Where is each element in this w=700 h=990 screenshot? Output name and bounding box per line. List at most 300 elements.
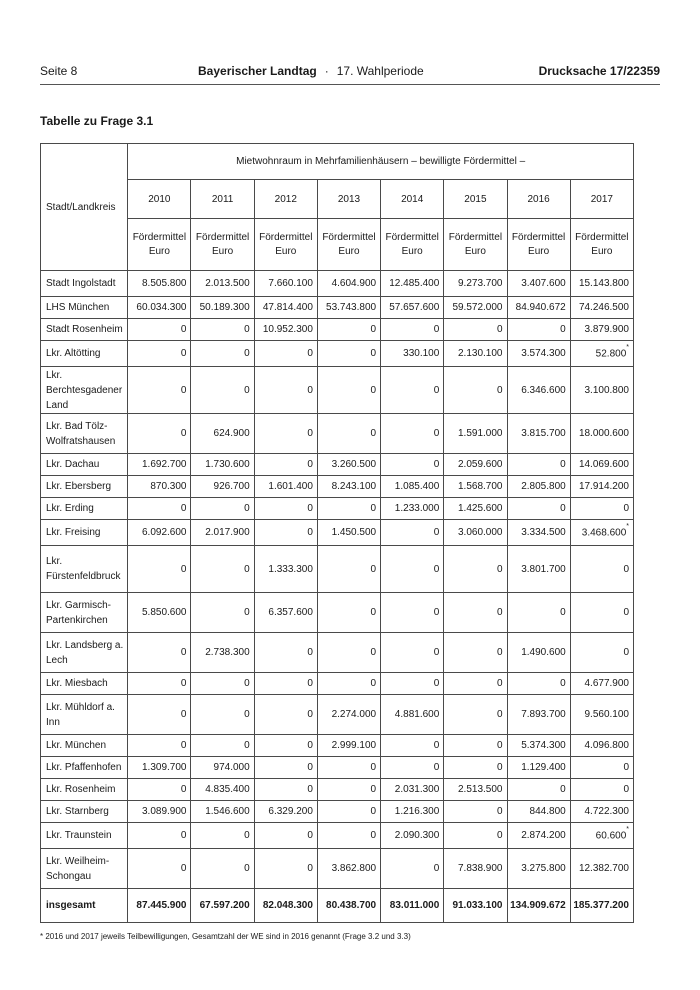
funding-value	[254, 546, 317, 593]
funding-amount: 0	[370, 503, 377, 514]
funding-value	[317, 695, 380, 735]
funding-value	[381, 414, 444, 454]
funding-value	[317, 319, 380, 341]
funding-amount: 0	[370, 762, 377, 773]
funding-value	[507, 757, 570, 779]
funding-value	[191, 520, 254, 546]
funding-amount: 3.100.800	[584, 384, 629, 396]
funding-value	[507, 454, 570, 476]
funding-amount: 1.233.000	[394, 503, 440, 514]
funding-amount: 0	[180, 428, 187, 439]
funding-amount: 5.850.600	[141, 607, 187, 618]
funding-amount: 0	[370, 647, 377, 658]
total-value: 82.048.300	[254, 889, 317, 923]
funding-value	[317, 779, 380, 801]
funding-amount: 0	[433, 428, 440, 439]
funding-amount: 3.574.300	[521, 348, 566, 359]
year-header: 2013	[317, 180, 380, 219]
unit-header	[381, 219, 444, 271]
funding-amount: 0	[180, 647, 187, 658]
funding-amount: 0	[244, 740, 250, 751]
funding-amount: 0	[307, 762, 313, 773]
unit-currency: Euro	[275, 245, 297, 257]
funding-amount: 0	[560, 678, 566, 689]
funding-amount: 0	[560, 324, 566, 335]
funding-amount: 1.490.600	[521, 647, 566, 658]
funding-amount: 0	[560, 784, 566, 795]
funding-value	[507, 476, 570, 498]
funding-value	[381, 297, 444, 319]
funding-value	[191, 633, 254, 673]
funding-amount: 2.999.100	[331, 740, 377, 751]
total-value: 67.597.200	[191, 889, 254, 923]
funding-amount: 6.357.600	[268, 607, 313, 618]
funding-value	[381, 801, 444, 823]
unit-currency: Euro	[591, 245, 613, 257]
funding-value	[254, 695, 317, 735]
funding-value	[191, 319, 254, 341]
funding-value	[570, 498, 633, 520]
funding-amount: 0	[433, 527, 440, 538]
funding-amount: 2.059.600	[458, 459, 503, 470]
funding-amount: 9.273.700	[458, 278, 503, 289]
funding-value	[444, 271, 507, 297]
table-row	[41, 673, 634, 695]
district-name: Lkr. Miesbach	[41, 673, 128, 695]
funding-amount: 0	[496, 607, 503, 618]
funding-amount: 1.216.300	[394, 806, 440, 817]
funding-value	[570, 271, 633, 297]
unit-header	[191, 219, 254, 271]
funding-amount: 0	[623, 647, 629, 658]
footnote-marker: *	[626, 344, 629, 352]
funding-amount: 0	[244, 678, 250, 689]
funding-amount: 0	[433, 384, 440, 396]
funding-value	[191, 454, 254, 476]
funding-value	[381, 319, 444, 341]
funding-value	[191, 297, 254, 319]
funding-amount: 14.069.600	[578, 459, 629, 470]
district-name: Lkr. Altötting	[41, 341, 128, 367]
unit-label: Fördermittel	[132, 231, 187, 243]
funding-amount: 0	[307, 428, 313, 439]
unit-currency: Euro	[464, 245, 486, 257]
district-name: Lkr. München	[41, 735, 128, 757]
funding-value	[507, 735, 570, 757]
funding-amount: 844.800	[529, 806, 566, 817]
funding-value	[317, 498, 380, 520]
funding-value	[317, 414, 380, 454]
total-value: 185.377.200	[570, 889, 633, 923]
unit-header	[128, 219, 191, 271]
funding-amount: 50.189.300	[199, 302, 250, 313]
funding-value	[381, 695, 444, 735]
year-header: 2014	[381, 180, 444, 219]
funding-value	[507, 593, 570, 633]
funding-value	[317, 454, 380, 476]
funding-table	[40, 143, 634, 923]
district-name: Lkr. Bad Tölz-Wolfratshausen	[41, 414, 128, 454]
funding-amount: 0	[244, 563, 250, 575]
funding-amount: 4.881.600	[394, 709, 440, 720]
funding-amount: 0	[307, 348, 313, 359]
funding-amount: 6.092.600	[141, 527, 187, 538]
funding-amount: 0	[370, 806, 377, 817]
funding-amount: 2.031.300	[394, 784, 440, 795]
funding-value	[128, 695, 191, 735]
funding-value	[128, 593, 191, 633]
unit-header-row	[41, 219, 634, 271]
legislative-period: 17. Wahlperiode	[336, 64, 424, 78]
funding-amount: 0	[496, 709, 503, 720]
funding-value	[381, 849, 444, 889]
funding-value	[254, 823, 317, 849]
funding-amount: 0	[370, 830, 377, 841]
total-value: 91.033.100	[444, 889, 507, 923]
funding-amount: 0	[433, 459, 440, 470]
year-header: 2016	[507, 180, 570, 219]
funding-value	[444, 673, 507, 695]
table-row	[41, 520, 634, 546]
funding-value	[254, 849, 317, 889]
funding-value	[570, 367, 633, 414]
table-row	[41, 823, 634, 849]
funding-value	[254, 367, 317, 414]
funding-amount: 0	[307, 384, 313, 396]
funding-amount: 0	[307, 459, 313, 470]
funding-amount: 0	[180, 863, 187, 874]
funding-value	[191, 546, 254, 593]
funding-amount: 0	[560, 503, 566, 514]
funding-value	[191, 673, 254, 695]
funding-value	[128, 735, 191, 757]
funding-amount: 9.560.100	[584, 709, 629, 720]
funding-value	[444, 414, 507, 454]
funding-value	[570, 546, 633, 593]
funding-value	[570, 673, 633, 695]
funding-value	[507, 849, 570, 889]
funding-value	[507, 341, 570, 367]
funding-amount: 0	[433, 863, 440, 874]
district-name: Lkr. Weilheim-Schongau	[41, 849, 128, 889]
funding-amount: 4.096.800	[584, 740, 629, 751]
funding-amount: 12.382.700	[578, 863, 629, 874]
funding-value	[381, 593, 444, 633]
district-name: Lkr. Traunstein	[41, 823, 128, 849]
parliament-name: Bayerischer Landtag	[198, 64, 317, 78]
funding-value	[317, 271, 380, 297]
funding-amount: 18.000.600	[578, 428, 629, 439]
funding-value	[570, 520, 633, 546]
funding-value	[191, 367, 254, 414]
funding-value	[317, 520, 380, 546]
funding-value	[570, 633, 633, 673]
funding-amount: 53.743.800	[326, 302, 377, 313]
funding-value	[191, 498, 254, 520]
funding-value	[381, 341, 444, 367]
funding-amount: 10.952.300	[262, 324, 313, 335]
table-caption: Mietwohnraum in Mehrfamilienhäusern – bewilligte Fördermittel –	[128, 144, 634, 180]
funding-value	[191, 341, 254, 367]
funding-value	[570, 593, 633, 633]
funding-amount: 0	[307, 863, 313, 874]
funding-amount: 0	[244, 863, 250, 874]
funding-value	[570, 849, 633, 889]
funding-value	[570, 757, 633, 779]
funding-amount: 0	[623, 762, 629, 773]
header-separator: ·	[324, 64, 329, 78]
funding-value	[444, 757, 507, 779]
funding-amount: 0	[370, 563, 377, 575]
funding-amount: 52.800	[595, 348, 627, 360]
funding-value	[128, 779, 191, 801]
funding-amount: 1.591.000	[458, 428, 503, 439]
funding-value	[381, 823, 444, 849]
district-name: Lkr. Ebersberg	[41, 476, 128, 498]
funding-amount: 59.572.000	[452, 302, 503, 313]
funding-value	[128, 367, 191, 414]
unit-currency: Euro	[528, 245, 550, 257]
funding-value	[444, 520, 507, 546]
funding-amount: 3.407.600	[521, 278, 566, 289]
funding-value	[128, 271, 191, 297]
funding-value	[570, 779, 633, 801]
district-name: Lkr. Pfaffenhofen	[41, 757, 128, 779]
funding-value	[317, 297, 380, 319]
year-header: 2012	[254, 180, 317, 219]
funding-value	[317, 593, 380, 633]
funding-amount: 0	[180, 384, 187, 396]
funding-amount: 0	[180, 830, 187, 841]
funding-value	[254, 476, 317, 498]
funding-amount: 0	[370, 607, 377, 618]
funding-amount: 2.805.800	[521, 481, 566, 492]
funding-amount: 0	[496, 384, 503, 396]
unit-currency: Euro	[148, 245, 170, 257]
funding-value	[128, 633, 191, 673]
funding-value	[191, 271, 254, 297]
funding-value	[381, 367, 444, 414]
funding-amount: 3.089.900	[141, 806, 187, 817]
funding-amount: 0	[370, 324, 377, 335]
funding-value	[317, 735, 380, 757]
funding-amount: 3.275.800	[521, 863, 566, 874]
funding-amount: 974.000	[213, 762, 250, 773]
funding-value	[507, 779, 570, 801]
year-header: 2010	[128, 180, 191, 219]
unit-currency: Euro	[212, 245, 234, 257]
funding-amount: 84.940.672	[515, 302, 566, 313]
funding-amount: 0	[307, 527, 313, 538]
funding-amount: 1.692.700	[141, 459, 187, 470]
funding-amount: 926.700	[213, 481, 250, 492]
funding-amount: 7.660.100	[268, 278, 313, 289]
funding-amount: 2.874.200	[521, 830, 566, 841]
funding-amount: 0	[307, 647, 313, 658]
funding-amount: 0	[307, 678, 313, 689]
funding-amount: 0	[560, 607, 566, 618]
table-row	[41, 801, 634, 823]
total-value: 80.438.700	[317, 889, 380, 923]
funding-amount: 3.060.000	[458, 527, 503, 538]
funding-value	[191, 823, 254, 849]
funding-value	[444, 546, 507, 593]
funding-value	[254, 414, 317, 454]
funding-value	[191, 414, 254, 454]
funding-amount: 0	[496, 740, 503, 751]
funding-value	[381, 779, 444, 801]
district-name: Lkr. Erding	[41, 498, 128, 520]
unit-label: Fördermittel	[195, 231, 250, 243]
funding-amount: 4.677.900	[584, 678, 629, 689]
district-name: LHS München	[41, 297, 128, 319]
funding-value	[254, 498, 317, 520]
footnote-marker: *	[626, 826, 629, 834]
unit-label: Fördermittel	[385, 231, 439, 243]
funding-value	[444, 735, 507, 757]
table-row	[41, 414, 634, 454]
funding-amount: 0	[180, 503, 187, 514]
funding-amount: 0	[244, 503, 250, 514]
funding-amount: 0	[433, 762, 440, 773]
funding-value	[444, 849, 507, 889]
funding-value	[191, 695, 254, 735]
funding-value	[381, 735, 444, 757]
funding-value	[381, 520, 444, 546]
funding-amount: 2.738.300	[205, 647, 250, 658]
table-row	[41, 297, 634, 319]
funding-amount: 0	[370, 348, 377, 359]
funding-amount: 3.468.600	[581, 527, 627, 539]
funding-amount: 0	[180, 678, 187, 689]
funding-value	[254, 757, 317, 779]
funding-value	[254, 319, 317, 341]
funding-amount: 2.130.100	[458, 348, 503, 359]
funding-value	[128, 757, 191, 779]
funding-value	[444, 476, 507, 498]
funding-value	[128, 520, 191, 546]
page-header	[40, 62, 660, 85]
funding-amount: 8.505.800	[141, 278, 187, 289]
year-header: 2011	[191, 180, 254, 219]
funding-value	[444, 454, 507, 476]
funding-amount: 0	[307, 709, 313, 720]
funding-value	[128, 823, 191, 849]
funding-value	[570, 341, 633, 367]
funding-amount: 0	[433, 740, 440, 751]
funding-amount: 0	[370, 384, 377, 396]
funding-value	[570, 476, 633, 498]
funding-amount: 5.374.300	[521, 740, 566, 751]
funding-value	[444, 823, 507, 849]
funding-value	[128, 297, 191, 319]
unit-label: Fördermittel	[511, 231, 566, 243]
table-row	[41, 367, 634, 414]
year-header: 2017	[570, 180, 633, 219]
unit-label: Fördermittel	[259, 231, 313, 243]
table-row	[41, 779, 634, 801]
funding-value	[254, 454, 317, 476]
funding-value	[191, 476, 254, 498]
funding-amount: 0	[496, 563, 503, 575]
funding-amount: 1.425.600	[458, 503, 503, 514]
funding-amount: 0	[623, 784, 629, 795]
funding-amount: 0	[496, 324, 503, 335]
district-name: Lkr. Starnberg	[41, 801, 128, 823]
funding-value	[128, 546, 191, 593]
funding-value	[381, 454, 444, 476]
page-number: Seite 8	[40, 64, 78, 78]
funding-amount: 0	[180, 348, 187, 359]
table-row	[41, 454, 634, 476]
district-name: Lkr. Freising	[41, 520, 128, 546]
funding-amount: 2.513.500	[458, 784, 503, 795]
funding-amount: 7.838.900	[458, 863, 503, 874]
footnote-marker: *	[626, 523, 629, 531]
name-column-header: Stadt/Landkreis	[41, 144, 128, 271]
funding-value	[570, 319, 633, 341]
funding-value	[254, 633, 317, 673]
table-row	[41, 498, 634, 520]
funding-value	[254, 673, 317, 695]
funding-value	[444, 801, 507, 823]
funding-value	[507, 823, 570, 849]
funding-value	[507, 414, 570, 454]
funding-value	[191, 735, 254, 757]
funding-amount: 0	[244, 324, 250, 335]
table-row	[41, 271, 634, 297]
funding-value	[444, 498, 507, 520]
funding-amount: 1.730.600	[205, 459, 250, 470]
funding-amount: 2.013.500	[205, 278, 250, 289]
funding-amount: 6.329.200	[268, 806, 313, 817]
funding-value	[128, 849, 191, 889]
funding-amount: 1.129.400	[521, 762, 566, 773]
funding-amount: 3.334.500	[521, 527, 566, 538]
unit-label: Fördermittel	[322, 231, 376, 243]
district-name: Lkr. Dachau	[41, 454, 128, 476]
funding-amount: 0	[244, 348, 250, 359]
funding-amount: 0	[433, 647, 440, 658]
funding-value	[317, 801, 380, 823]
funding-amount: 1.601.400	[268, 481, 313, 492]
funding-value	[381, 476, 444, 498]
table-row	[41, 735, 634, 757]
table-row	[41, 341, 634, 367]
unit-header	[254, 219, 317, 271]
funding-amount: 1.333.300	[268, 563, 313, 575]
total-value: 83.011.000	[381, 889, 444, 923]
funding-amount: 4.604.900	[331, 278, 377, 289]
funding-amount: 4.722.300	[584, 806, 629, 817]
funding-value	[570, 823, 633, 849]
funding-amount: 2.017.900	[205, 527, 250, 538]
district-name: Lkr. Mühldorf a. Inn	[41, 695, 128, 735]
funding-value	[254, 341, 317, 367]
funding-value	[128, 341, 191, 367]
funding-value	[444, 633, 507, 673]
district-name: Stadt Ingolstadt	[41, 271, 128, 297]
funding-amount: 3.815.700	[521, 428, 566, 439]
unit-header	[570, 219, 633, 271]
funding-amount: 0	[244, 830, 250, 841]
funding-value	[317, 823, 380, 849]
funding-amount: 0	[244, 384, 250, 396]
funding-amount: 0	[433, 324, 440, 335]
funding-value	[507, 367, 570, 414]
total-value: 134.909.672	[507, 889, 570, 923]
funding-value	[191, 757, 254, 779]
